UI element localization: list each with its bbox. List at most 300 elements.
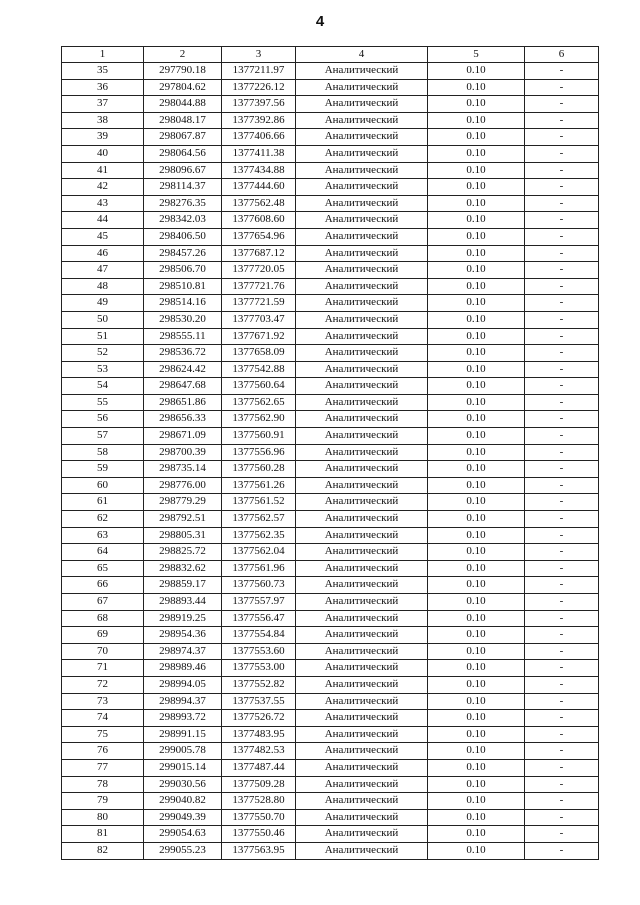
y-coordinate-cell: 1377434.88 (222, 162, 296, 179)
accuracy-cell: 0.10 (428, 842, 525, 859)
table-row (62, 560, 599, 577)
accuracy-cell: 0.10 (428, 726, 525, 743)
method-cell: Аналитический (296, 826, 428, 843)
note-cell: - (525, 145, 599, 162)
point-number-cell: 43 (62, 195, 144, 212)
table-row (62, 544, 599, 561)
point-number-cell: 62 (62, 511, 144, 528)
table-row (62, 826, 599, 843)
note-cell: - (525, 809, 599, 826)
x-coordinate-cell: 298044.88 (144, 96, 222, 113)
point-number-cell: 64 (62, 544, 144, 561)
table-row (62, 311, 599, 328)
note-cell: - (525, 511, 599, 528)
table-row (62, 726, 599, 743)
y-coordinate-cell: 1377562.04 (222, 544, 296, 561)
table-row (62, 361, 599, 378)
y-coordinate-cell: 1377563.95 (222, 842, 296, 859)
column-header-2: 2 (144, 47, 222, 63)
note-cell: - (525, 112, 599, 129)
note-cell: - (525, 79, 599, 96)
accuracy-cell: 0.10 (428, 212, 525, 229)
table-row (62, 776, 599, 793)
table-row (62, 527, 599, 544)
x-coordinate-cell: 298989.46 (144, 660, 222, 677)
point-number-cell: 57 (62, 428, 144, 445)
note-cell: - (525, 278, 599, 295)
table-row (62, 79, 599, 96)
y-coordinate-cell: 1377482.53 (222, 743, 296, 760)
y-coordinate-cell: 1377509.28 (222, 776, 296, 793)
x-coordinate-cell: 298406.50 (144, 228, 222, 245)
method-cell: Аналитический (296, 262, 428, 279)
x-coordinate-cell: 298510.81 (144, 278, 222, 295)
point-number-cell: 41 (62, 162, 144, 179)
method-cell: Аналитический (296, 145, 428, 162)
accuracy-cell: 0.10 (428, 444, 525, 461)
x-coordinate-cell: 298700.39 (144, 444, 222, 461)
accuracy-cell: 0.10 (428, 527, 525, 544)
point-number-cell: 48 (62, 278, 144, 295)
table-row (62, 759, 599, 776)
point-number-cell: 49 (62, 295, 144, 312)
method-cell: Аналитический (296, 643, 428, 660)
x-coordinate-cell: 298893.44 (144, 594, 222, 611)
method-cell: Аналитический (296, 610, 428, 627)
y-coordinate-cell: 1377671.92 (222, 328, 296, 345)
y-coordinate-cell: 1377537.55 (222, 693, 296, 710)
point-number-cell: 75 (62, 726, 144, 743)
accuracy-cell: 0.10 (428, 693, 525, 710)
accuracy-cell: 0.10 (428, 676, 525, 693)
y-coordinate-cell: 1377411.38 (222, 145, 296, 162)
accuracy-cell: 0.10 (428, 345, 525, 362)
y-coordinate-cell: 1377528.80 (222, 793, 296, 810)
x-coordinate-cell: 298991.15 (144, 726, 222, 743)
table-row (62, 228, 599, 245)
table-row (62, 743, 599, 760)
accuracy-cell: 0.10 (428, 262, 525, 279)
method-cell: Аналитический (296, 428, 428, 445)
table-header-row (62, 47, 599, 63)
method-cell: Аналитический (296, 544, 428, 561)
note-cell: - (525, 477, 599, 494)
y-coordinate-cell: 1377562.65 (222, 394, 296, 411)
x-coordinate-cell: 298776.00 (144, 477, 222, 494)
x-coordinate-cell: 298656.33 (144, 411, 222, 428)
table-row (62, 444, 599, 461)
table-row (62, 411, 599, 428)
table-row (62, 693, 599, 710)
point-number-cell: 65 (62, 560, 144, 577)
method-cell: Аналитический (296, 311, 428, 328)
table-row (62, 610, 599, 627)
method-cell: Аналитический (296, 245, 428, 262)
point-number-cell: 42 (62, 179, 144, 196)
accuracy-cell: 0.10 (428, 195, 525, 212)
table-row (62, 627, 599, 644)
method-cell: Аналитический (296, 328, 428, 345)
note-cell: - (525, 162, 599, 179)
method-cell: Аналитический (296, 710, 428, 727)
y-coordinate-cell: 1377721.76 (222, 278, 296, 295)
point-number-cell: 71 (62, 660, 144, 677)
method-cell: Аналитический (296, 212, 428, 229)
x-coordinate-cell: 298779.29 (144, 494, 222, 511)
method-cell: Аналитический (296, 444, 428, 461)
point-number-cell: 77 (62, 759, 144, 776)
method-cell: Аналитический (296, 676, 428, 693)
table-row (62, 494, 599, 511)
x-coordinate-cell: 298555.11 (144, 328, 222, 345)
page-number: 4 (315, 13, 325, 30)
point-number-cell: 54 (62, 378, 144, 395)
accuracy-cell: 0.10 (428, 228, 525, 245)
x-coordinate-cell: 298067.87 (144, 129, 222, 146)
point-number-cell: 36 (62, 79, 144, 96)
x-coordinate-cell: 297804.62 (144, 79, 222, 96)
x-coordinate-cell: 298624.42 (144, 361, 222, 378)
column-header-5: 5 (428, 47, 525, 63)
note-cell: - (525, 793, 599, 810)
table-row (62, 112, 599, 129)
y-coordinate-cell: 1377487.44 (222, 759, 296, 776)
note-cell: - (525, 643, 599, 660)
table-body (62, 63, 599, 860)
point-number-cell: 46 (62, 245, 144, 262)
table-row (62, 145, 599, 162)
method-cell: Аналитический (296, 577, 428, 594)
y-coordinate-cell: 1377654.96 (222, 228, 296, 245)
x-coordinate-cell: 299005.78 (144, 743, 222, 760)
x-coordinate-cell: 299040.82 (144, 793, 222, 810)
accuracy-cell: 0.10 (428, 278, 525, 295)
table-row (62, 594, 599, 611)
x-coordinate-cell: 298974.37 (144, 643, 222, 660)
y-coordinate-cell: 1377553.00 (222, 660, 296, 677)
x-coordinate-cell: 298994.05 (144, 676, 222, 693)
y-coordinate-cell: 1377608.60 (222, 212, 296, 229)
note-cell: - (525, 378, 599, 395)
point-number-cell: 73 (62, 693, 144, 710)
y-coordinate-cell: 1377556.47 (222, 610, 296, 627)
y-coordinate-cell: 1377703.47 (222, 311, 296, 328)
table-row (62, 278, 599, 295)
point-number-cell: 35 (62, 63, 144, 80)
y-coordinate-cell: 1377554.84 (222, 627, 296, 644)
y-coordinate-cell: 1377550.46 (222, 826, 296, 843)
accuracy-cell: 0.10 (428, 494, 525, 511)
x-coordinate-cell: 299054.63 (144, 826, 222, 843)
note-cell: - (525, 195, 599, 212)
point-number-cell: 44 (62, 212, 144, 229)
table-row (62, 129, 599, 146)
accuracy-cell: 0.10 (428, 411, 525, 428)
note-cell: - (525, 776, 599, 793)
note-cell: - (525, 610, 599, 627)
y-coordinate-cell: 1377406.66 (222, 129, 296, 146)
table-row (62, 477, 599, 494)
y-coordinate-cell: 1377720.05 (222, 262, 296, 279)
accuracy-cell: 0.10 (428, 96, 525, 113)
accuracy-cell: 0.10 (428, 361, 525, 378)
point-number-cell: 69 (62, 627, 144, 644)
point-number-cell: 76 (62, 743, 144, 760)
note-cell: - (525, 726, 599, 743)
x-coordinate-cell: 298859.17 (144, 577, 222, 594)
point-number-cell: 60 (62, 477, 144, 494)
note-cell: - (525, 295, 599, 312)
x-coordinate-cell: 298514.16 (144, 295, 222, 312)
table-row (62, 96, 599, 113)
accuracy-cell: 0.10 (428, 394, 525, 411)
method-cell: Аналитический (296, 162, 428, 179)
accuracy-cell: 0.10 (428, 759, 525, 776)
table-row (62, 345, 599, 362)
point-number-cell: 39 (62, 129, 144, 146)
y-coordinate-cell: 1377550.70 (222, 809, 296, 826)
x-coordinate-cell: 298064.56 (144, 145, 222, 162)
column-header-6: 6 (525, 47, 599, 63)
table-row (62, 245, 599, 262)
point-number-cell: 38 (62, 112, 144, 129)
note-cell: - (525, 759, 599, 776)
table-row (62, 262, 599, 279)
point-number-cell: 59 (62, 461, 144, 478)
note-cell: - (525, 311, 599, 328)
note-cell: - (525, 494, 599, 511)
y-coordinate-cell: 1377526.72 (222, 710, 296, 727)
method-cell: Аналитический (296, 461, 428, 478)
point-number-cell: 66 (62, 577, 144, 594)
point-number-cell: 74 (62, 710, 144, 727)
y-coordinate-cell: 1377562.35 (222, 527, 296, 544)
note-cell: - (525, 428, 599, 445)
point-number-cell: 53 (62, 361, 144, 378)
x-coordinate-cell: 299015.14 (144, 759, 222, 776)
y-coordinate-cell: 1377562.57 (222, 511, 296, 528)
method-cell: Аналитический (296, 743, 428, 760)
x-coordinate-cell: 298994.37 (144, 693, 222, 710)
note-cell: - (525, 444, 599, 461)
accuracy-cell: 0.10 (428, 112, 525, 129)
table-row (62, 295, 599, 312)
y-coordinate-cell: 1377397.56 (222, 96, 296, 113)
table-row (62, 577, 599, 594)
point-number-cell: 58 (62, 444, 144, 461)
note-cell: - (525, 743, 599, 760)
note-cell: - (525, 676, 599, 693)
table-row (62, 710, 599, 727)
y-coordinate-cell: 1377658.09 (222, 345, 296, 362)
note-cell: - (525, 693, 599, 710)
table-row (62, 676, 599, 693)
note-cell: - (525, 212, 599, 229)
method-cell: Аналитический (296, 378, 428, 395)
accuracy-cell: 0.10 (428, 627, 525, 644)
y-coordinate-cell: 1377560.91 (222, 428, 296, 445)
y-coordinate-cell: 1377542.88 (222, 361, 296, 378)
method-cell: Аналитический (296, 842, 428, 859)
table-row (62, 63, 599, 80)
coordinates-table (61, 46, 599, 860)
x-coordinate-cell: 298651.86 (144, 394, 222, 411)
point-number-cell: 37 (62, 96, 144, 113)
point-number-cell: 70 (62, 643, 144, 660)
accuracy-cell: 0.10 (428, 793, 525, 810)
table-row (62, 212, 599, 229)
x-coordinate-cell: 298671.09 (144, 428, 222, 445)
point-number-cell: 51 (62, 328, 144, 345)
y-coordinate-cell: 1377226.12 (222, 79, 296, 96)
table-row (62, 378, 599, 395)
table-row (62, 511, 599, 528)
accuracy-cell: 0.10 (428, 710, 525, 727)
y-coordinate-cell: 1377557.97 (222, 594, 296, 611)
y-coordinate-cell: 1377561.26 (222, 477, 296, 494)
accuracy-cell: 0.10 (428, 245, 525, 262)
note-cell: - (525, 660, 599, 677)
table-row (62, 195, 599, 212)
note-cell: - (525, 560, 599, 577)
accuracy-cell: 0.10 (428, 511, 525, 528)
x-coordinate-cell: 298832.62 (144, 560, 222, 577)
method-cell: Аналитический (296, 660, 428, 677)
table-row (62, 162, 599, 179)
note-cell: - (525, 577, 599, 594)
note-cell: - (525, 262, 599, 279)
note-cell: - (525, 96, 599, 113)
table-row (62, 842, 599, 859)
x-coordinate-cell: 298114.37 (144, 179, 222, 196)
accuracy-cell: 0.10 (428, 378, 525, 395)
accuracy-cell: 0.10 (428, 63, 525, 80)
x-coordinate-cell: 298792.51 (144, 511, 222, 528)
point-number-cell: 52 (62, 345, 144, 362)
table-row (62, 428, 599, 445)
note-cell: - (525, 129, 599, 146)
accuracy-cell: 0.10 (428, 660, 525, 677)
method-cell: Аналитический (296, 345, 428, 362)
note-cell: - (525, 627, 599, 644)
method-cell: Аналитический (296, 195, 428, 212)
x-coordinate-cell: 298954.36 (144, 627, 222, 644)
x-coordinate-cell: 298993.72 (144, 710, 222, 727)
point-number-cell: 47 (62, 262, 144, 279)
y-coordinate-cell: 1377444.60 (222, 179, 296, 196)
y-coordinate-cell: 1377561.52 (222, 494, 296, 511)
column-header-3: 3 (222, 47, 296, 63)
y-coordinate-cell: 1377562.48 (222, 195, 296, 212)
note-cell: - (525, 594, 599, 611)
x-coordinate-cell: 298457.26 (144, 245, 222, 262)
y-coordinate-cell: 1377562.90 (222, 411, 296, 428)
method-cell: Аналитический (296, 295, 428, 312)
note-cell: - (525, 461, 599, 478)
note-cell: - (525, 245, 599, 262)
y-coordinate-cell: 1377687.12 (222, 245, 296, 262)
method-cell: Аналитический (296, 79, 428, 96)
x-coordinate-cell: 298647.68 (144, 378, 222, 395)
point-number-cell: 63 (62, 527, 144, 544)
accuracy-cell: 0.10 (428, 610, 525, 627)
x-coordinate-cell: 298342.03 (144, 212, 222, 229)
y-coordinate-cell: 1377483.95 (222, 726, 296, 743)
method-cell: Аналитический (296, 477, 428, 494)
method-cell: Аналитический (296, 394, 428, 411)
accuracy-cell: 0.10 (428, 594, 525, 611)
x-coordinate-cell: 298096.67 (144, 162, 222, 179)
x-coordinate-cell: 298276.35 (144, 195, 222, 212)
method-cell: Аналитический (296, 693, 428, 710)
x-coordinate-cell: 298805.31 (144, 527, 222, 544)
accuracy-cell: 0.10 (428, 428, 525, 445)
y-coordinate-cell: 1377721.59 (222, 295, 296, 312)
note-cell: - (525, 527, 599, 544)
method-cell: Аналитический (296, 228, 428, 245)
table-row (62, 643, 599, 660)
y-coordinate-cell: 1377556.96 (222, 444, 296, 461)
y-coordinate-cell: 1377560.73 (222, 577, 296, 594)
point-number-cell: 55 (62, 394, 144, 411)
table-row (62, 328, 599, 345)
method-cell: Аналитический (296, 627, 428, 644)
accuracy-cell: 0.10 (428, 311, 525, 328)
point-number-cell: 81 (62, 826, 144, 843)
y-coordinate-cell: 1377211.97 (222, 63, 296, 80)
note-cell: - (525, 842, 599, 859)
point-number-cell: 40 (62, 145, 144, 162)
method-cell: Аналитический (296, 776, 428, 793)
method-cell: Аналитический (296, 361, 428, 378)
y-coordinate-cell: 1377552.82 (222, 676, 296, 693)
column-header-4: 4 (296, 47, 428, 63)
accuracy-cell: 0.10 (428, 560, 525, 577)
method-cell: Аналитический (296, 793, 428, 810)
x-coordinate-cell: 299055.23 (144, 842, 222, 859)
method-cell: Аналитический (296, 759, 428, 776)
x-coordinate-cell: 297790.18 (144, 63, 222, 80)
accuracy-cell: 0.10 (428, 79, 525, 96)
accuracy-cell: 0.10 (428, 809, 525, 826)
point-number-cell: 82 (62, 842, 144, 859)
method-cell: Аналитический (296, 63, 428, 80)
accuracy-cell: 0.10 (428, 544, 525, 561)
x-coordinate-cell: 298919.25 (144, 610, 222, 627)
accuracy-cell: 0.10 (428, 328, 525, 345)
note-cell: - (525, 63, 599, 80)
note-cell: - (525, 826, 599, 843)
note-cell: - (525, 361, 599, 378)
y-coordinate-cell: 1377392.86 (222, 112, 296, 129)
column-header-1: 1 (62, 47, 144, 63)
method-cell: Аналитический (296, 726, 428, 743)
y-coordinate-cell: 1377553.60 (222, 643, 296, 660)
accuracy-cell: 0.10 (428, 461, 525, 478)
point-number-cell: 68 (62, 610, 144, 627)
table-row (62, 461, 599, 478)
method-cell: Аналитический (296, 594, 428, 611)
table-row (62, 809, 599, 826)
method-cell: Аналитический (296, 96, 428, 113)
method-cell: Аналитический (296, 511, 428, 528)
point-number-cell: 80 (62, 809, 144, 826)
accuracy-cell: 0.10 (428, 776, 525, 793)
table-row (62, 660, 599, 677)
method-cell: Аналитический (296, 809, 428, 826)
accuracy-cell: 0.10 (428, 295, 525, 312)
accuracy-cell: 0.10 (428, 643, 525, 660)
